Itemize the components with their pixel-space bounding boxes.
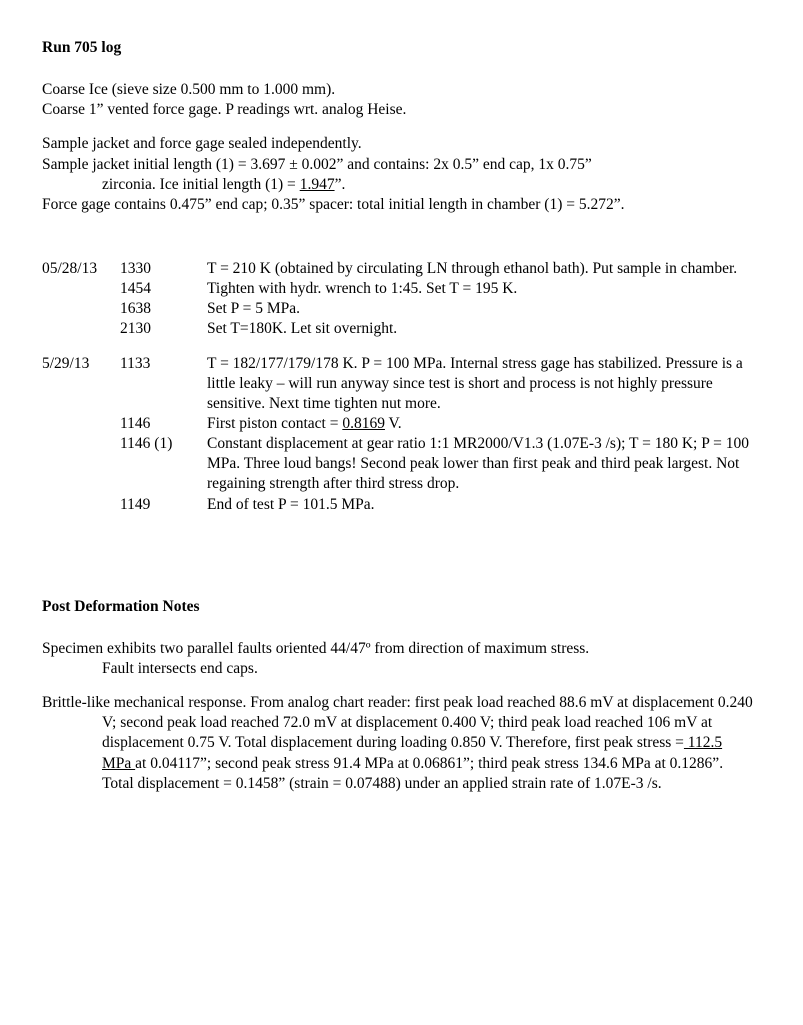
ice-initial-length-value: 1.947 — [299, 175, 335, 193]
table-row — [42, 414, 755, 434]
ice-length-label: zirconia. Ice initial length (1) = — [102, 175, 300, 193]
log-date — [42, 299, 120, 319]
first-peak-stress-value: 112.5 MPa — [102, 734, 723, 772]
log-table — [42, 259, 755, 515]
intro-line-5: Force gage contains 0.475” end cap; 0.35” spacer: total initial length in chamber (1) = 5.272”. — [42, 195, 625, 213]
log-time: 1146 (1) — [120, 435, 173, 453]
spacer — [42, 679, 755, 693]
post-deformation-para-1-line-1: Specimen exhibits two parallel faults oriented 44/47º from direction of maximum stress. — [42, 639, 590, 657]
intro-line-2: Coarse 1” vented force gage. P readings wrt. analog Heise. — [42, 101, 407, 119]
log-time: 1330 — [120, 259, 151, 277]
table-row — [42, 340, 755, 414]
log-time: 1146 — [120, 414, 151, 432]
log-text: Constant displacement at gear ratio 1:1 MR2000/V1.3 (1.07E-3 /s); T = 180 K; P = 100 MPa. Three loud bangs! Second peak lower than first peak and third peak largest. Not regaining strength after third stress drop. — [207, 435, 749, 493]
spacer — [42, 515, 755, 577]
post-deformation-para-2 — [42, 693, 755, 794]
table-row — [42, 495, 755, 515]
table-row — [42, 279, 755, 299]
intro-line-4a: Sample jacket initial length (1) = 3.697 ± 0.002” and contains: 2x 0.5” end cap, 1x 0.75” — [42, 155, 592, 173]
piston-contact-unit: V. — [384, 414, 402, 432]
log-text: T = 182/177/179/178 K. P = 100 MPa. Internal stress gage has stabilized. Pressure is a little leaky – will run anyway since test is short and process is not highly pressure sensitive. Next time tighten nut more. — [207, 354, 743, 412]
log-text: Set P = 5 MPa. — [207, 300, 300, 318]
spacer — [42, 577, 755, 597]
log-date — [42, 495, 120, 515]
log-text: Tighten with hydr. wrench to 1:45. Set T = 195 K. — [207, 280, 518, 298]
peak-stress-text: at 0.04117”; second peak stress 91.4 MPa at 0.06861”; third peak stress 134.6 MPa at 0.1286”. Total displacement = 0.1458” (strain = 0.07488) under an applied strain rate of 1.07E-3 /s. — [102, 754, 724, 792]
log-date — [42, 319, 120, 339]
log-text: End of test P = 101.5 MPa. — [207, 495, 375, 513]
spacer — [42, 120, 755, 134]
table-row — [42, 319, 755, 339]
intro-line-1: Coarse Ice (sieve size 0.500 mm to 1.000 mm). — [42, 81, 336, 99]
log-time: 1454 — [120, 280, 151, 298]
table-row — [42, 434, 755, 494]
piston-contact-value: 0.8169 — [342, 414, 385, 432]
peak-load-text: Brittle-like mechanical response. From analog chart reader: first peak load reached 88.6 mV at displacement 0.240 V; second peak load reached 72.0 mV at displacement 0.400 V; third peak load reached 106 mV at displacement 0.75 V. Total displacement during loading 0.850 V. Therefore, first peak stress = — [42, 694, 753, 752]
ice-length-suffix: ”. — [334, 175, 346, 193]
spacer — [42, 245, 755, 259]
page-title: Run 705 log — [42, 39, 122, 56]
log-date: 5/29/13 — [42, 354, 90, 372]
intro-line-4b — [42, 175, 755, 195]
section-heading-post-deformation: Post Deformation Notes — [42, 597, 200, 615]
log-time: 1638 — [120, 300, 151, 318]
log-time: 1133 — [120, 354, 151, 372]
log-time: 1149 — [120, 495, 151, 513]
table-row — [42, 259, 755, 279]
log-date — [42, 414, 120, 434]
log-date — [42, 279, 120, 299]
log-date: 05/28/13 — [42, 259, 98, 277]
spacer — [42, 215, 755, 245]
piston-contact-label: First piston contact = — [207, 414, 343, 432]
intro-line-3: Sample jacket and force gage sealed independently. — [42, 135, 362, 153]
log-time: 2130 — [120, 320, 151, 338]
log-date — [42, 434, 120, 494]
post-deformation-para-1-line-2: Fault intersects end caps. — [102, 659, 258, 677]
table-row — [42, 299, 755, 319]
log-text: Set T=180K. Let sit overnight. — [207, 320, 398, 338]
log-text: T = 210 K (obtained by circulating LN through ethanol bath). Put sample in chamber. — [207, 259, 738, 277]
log-text — [207, 414, 755, 434]
